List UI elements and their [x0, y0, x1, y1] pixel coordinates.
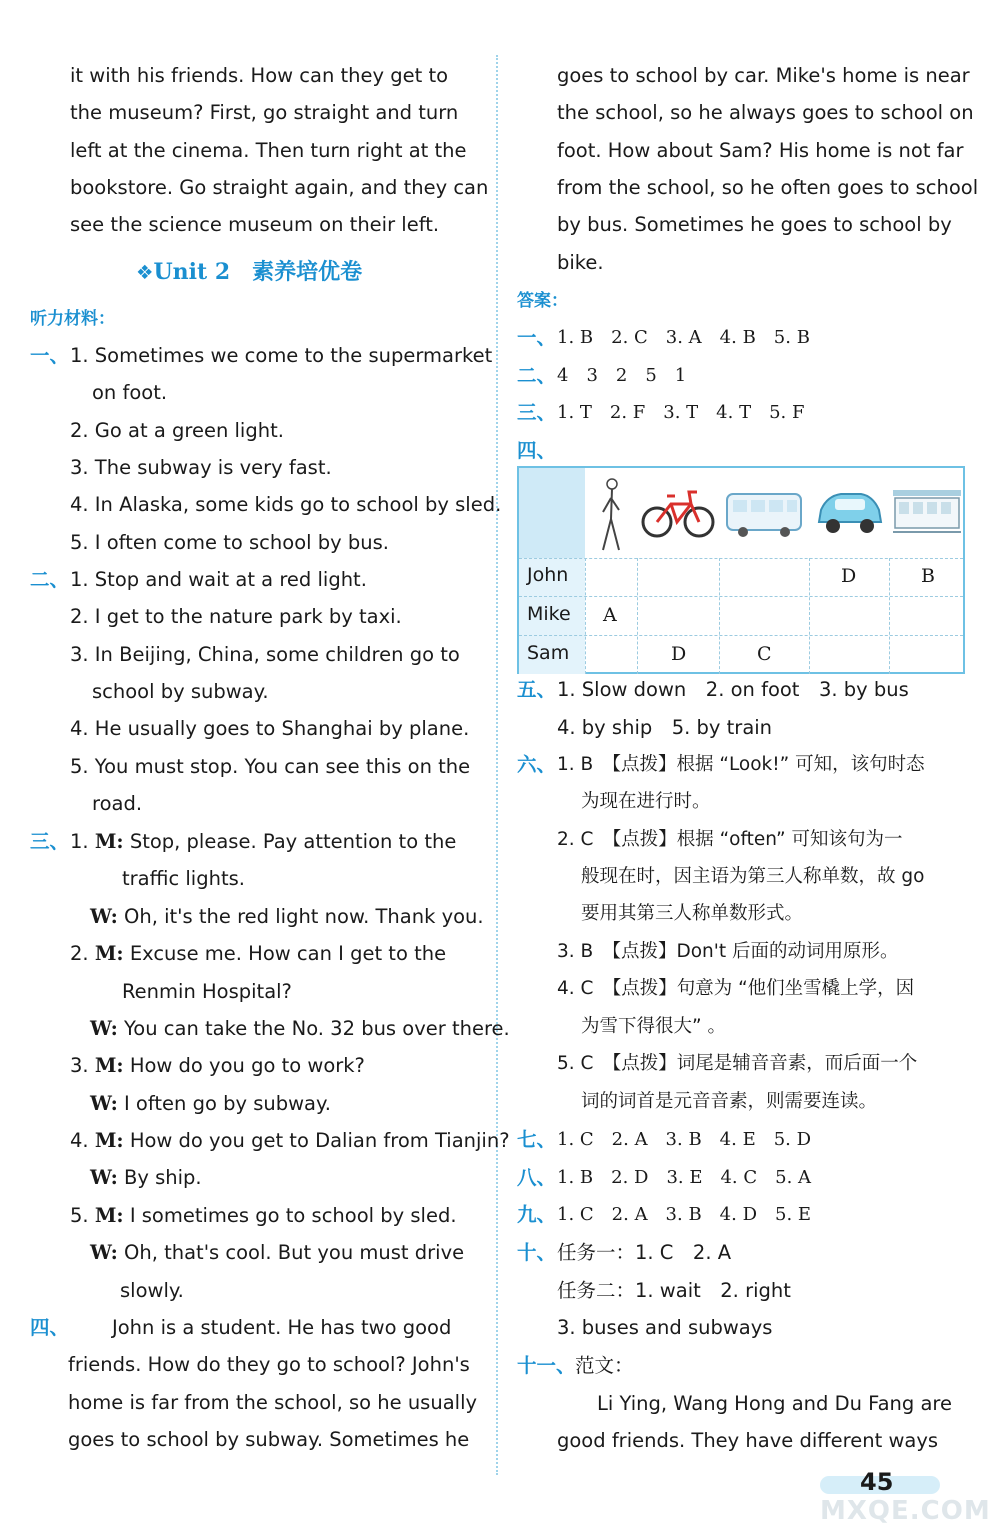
answer-line: 4 3 2 5 1	[557, 365, 687, 386]
dialogue-line: 1. M: Stop, please. Pay attention to the	[70, 830, 457, 853]
dialogue-line: W: You can take the No. 32 bus over there.	[90, 1017, 510, 1040]
table-row-label: Mike	[527, 603, 571, 625]
table-header-corner	[519, 468, 585, 558]
passage-line: bike.	[557, 251, 604, 274]
passage-line: foot. How about Sam? His home is not far	[557, 139, 964, 162]
table-cell: D	[671, 643, 687, 665]
section-label: 一、	[517, 326, 557, 349]
section-label: 七、	[517, 1128, 557, 1151]
answer-line: 1. B 2. D 3. E 4. C 5. A	[557, 1167, 812, 1188]
intro-line: left at the cinema. Then turn right at the	[70, 139, 467, 162]
sentence: road.	[92, 792, 143, 815]
answer-line: 4. by ship 5. by train	[557, 716, 773, 739]
section-label: 十一、	[517, 1354, 576, 1377]
sentence: 5. I often come to school by bus.	[70, 531, 389, 554]
explanation-line: 般现在时，因主语为第三人称单数，故 go	[581, 866, 925, 887]
passage-line: goes to school by subway. Sometimes he	[68, 1428, 470, 1451]
bicycle-icon	[641, 484, 715, 540]
passage-line: home is far from the school, so he usually	[68, 1391, 478, 1414]
explanation-line: 3. B 【点拨】Don't 后面的动词用原形。	[557, 941, 899, 962]
section-label: 四、	[30, 1316, 70, 1339]
section-label: 二、	[517, 364, 557, 387]
answer-line: 1. Slow down 2. on foot 3. by bus	[557, 678, 909, 701]
intro-line: it with his friends. How can they get to	[70, 64, 449, 87]
explanation-line: 1. B 【点拨】根据 “Look!” 可知，该句时态	[557, 754, 925, 775]
section-label: 十、	[517, 1241, 557, 1264]
dialogue-line: Renmin Hospital?	[122, 980, 292, 1003]
section-label: 六、	[517, 753, 557, 776]
transport-table	[517, 466, 965, 674]
passage-line: from the school, so he often goes to school	[557, 176, 979, 199]
walking-person-icon	[589, 474, 635, 556]
passage-line: by bus. Sometimes he goes to school by	[557, 213, 952, 236]
explanation-line: 4. C 【点拨】句意为 “他们坐雪橇上学，因	[557, 978, 915, 999]
unit-heading	[136, 260, 362, 285]
table-cell: B	[921, 565, 935, 587]
answers-label: 答案：	[517, 291, 568, 311]
unit-title: Unit 2 素养培优卷	[153, 259, 363, 285]
dialogue-line: 3. M: How do you go to work?	[70, 1054, 365, 1077]
explanation-line: 为现在进行时。	[581, 791, 711, 812]
answer-line: 1. B 2. C 3. A 4. B 5. B	[557, 327, 810, 348]
intro-line: the museum? First, go straight and turn	[70, 101, 459, 124]
subway-train-icon	[891, 484, 963, 540]
column-divider	[496, 55, 498, 1475]
dialogue-line: W: By ship.	[90, 1166, 202, 1189]
sentence: 2. I get to the nature park by taxi.	[70, 605, 402, 628]
passage-line: goes to school by car. Mike's home is near	[557, 64, 970, 87]
sample-label: 范文：	[575, 1354, 634, 1377]
dialogue-line: W: Oh, it's the red light now. Thank you.	[90, 905, 484, 928]
table-row-label: Sam	[527, 642, 570, 664]
sentence: 5. You must stop. You can see this on the	[70, 755, 471, 778]
sentence: 4. He usually goes to Shanghai by plane.	[70, 717, 470, 740]
passage-line: John is a student. He has two good	[112, 1316, 452, 1339]
passage-line: the school, so he always goes to school on	[557, 101, 974, 124]
table-row-label: John	[527, 564, 569, 586]
explanation-line: 2. C 【点拨】根据 “often” 可知该句为一	[557, 829, 903, 850]
sample-line: Li Ying, Wang Hong and Du Fang are	[597, 1392, 952, 1415]
car-icon	[813, 482, 887, 542]
explanation-line: 5. C 【点拨】词尾是辅音音素，而后面一个	[557, 1053, 918, 1074]
intro-line: see the science museum on their left.	[70, 213, 440, 236]
answer-line: 1. C 2. A 3. B 4. E 5. D	[557, 1129, 812, 1150]
passage-line: friends. How do they go to school? John's	[68, 1353, 470, 1376]
dialogue-line: W: I often go by subway.	[90, 1092, 331, 1115]
section-label: 五、	[517, 678, 557, 701]
answer-line: 1. C 2. A 3. B 4. D 5. E	[557, 1204, 812, 1225]
sentence: 2. Go at a green light.	[70, 419, 284, 442]
answer-line: 3. buses and subways	[557, 1316, 773, 1339]
table-cell: A	[603, 604, 617, 626]
explanation-line: 要用其第三人称单数形式。	[581, 903, 804, 924]
answer-line: 任务二：1. wait 2. right	[557, 1279, 791, 1302]
dialogue-line: 2. M: Excuse me. How can I get to the	[70, 942, 447, 965]
section-label: 一、	[30, 344, 70, 367]
sentence: on foot.	[92, 381, 168, 404]
sentence: 1. Stop and wait at a red light.	[70, 568, 367, 591]
answer-line: 任务一：1. C 2. A	[557, 1241, 732, 1264]
section-label: 二、	[30, 568, 70, 591]
explanation-line: 词的词首是元音音素，则需要连读。	[581, 1091, 878, 1112]
section-label: 三、	[30, 830, 70, 853]
explanation-line: 为雪下得很大” 。	[581, 1016, 726, 1037]
table-cell: C	[757, 643, 772, 665]
watermark: MXQE.COM	[820, 1496, 991, 1526]
dialogue-line: 4. M: How do you get to Dalian from Tianjin?	[70, 1129, 510, 1152]
sample-line: good friends. They have different ways	[557, 1429, 939, 1452]
sentence: 3. The subway is very fast.	[70, 456, 332, 479]
answer-line: 1. T 2. F 3. T 4. T 5. F	[557, 402, 805, 423]
sentence: 1. Sometimes we come to the supermarket	[70, 344, 493, 367]
section-label: 八、	[517, 1166, 557, 1189]
sentence: 4. In Alaska, some kids go to school by sled.	[70, 493, 502, 516]
table-cell: D	[841, 565, 857, 587]
page-number: 45	[860, 1468, 894, 1496]
dialogue-line: 5. M: I sometimes go to school by sled.	[70, 1204, 457, 1227]
section-label: 四、	[517, 439, 557, 462]
paw-icon: ❖	[136, 261, 154, 284]
dialogue-line: traffic lights.	[122, 867, 245, 890]
section-label: 九、	[517, 1203, 557, 1226]
dialogue-line: slowly.	[120, 1279, 184, 1302]
intro-line: bookstore. Go straight again, and they can	[70, 176, 489, 199]
sentence: 3. In Beijing, China, some children go to	[70, 643, 460, 666]
section-label: 三、	[517, 401, 557, 424]
dialogue-line: W: Oh, that's cool. But you must drive	[90, 1241, 465, 1264]
listening-label: 听力材料：	[30, 309, 115, 329]
sentence: school by subway.	[92, 680, 269, 703]
bus-icon	[723, 484, 805, 540]
